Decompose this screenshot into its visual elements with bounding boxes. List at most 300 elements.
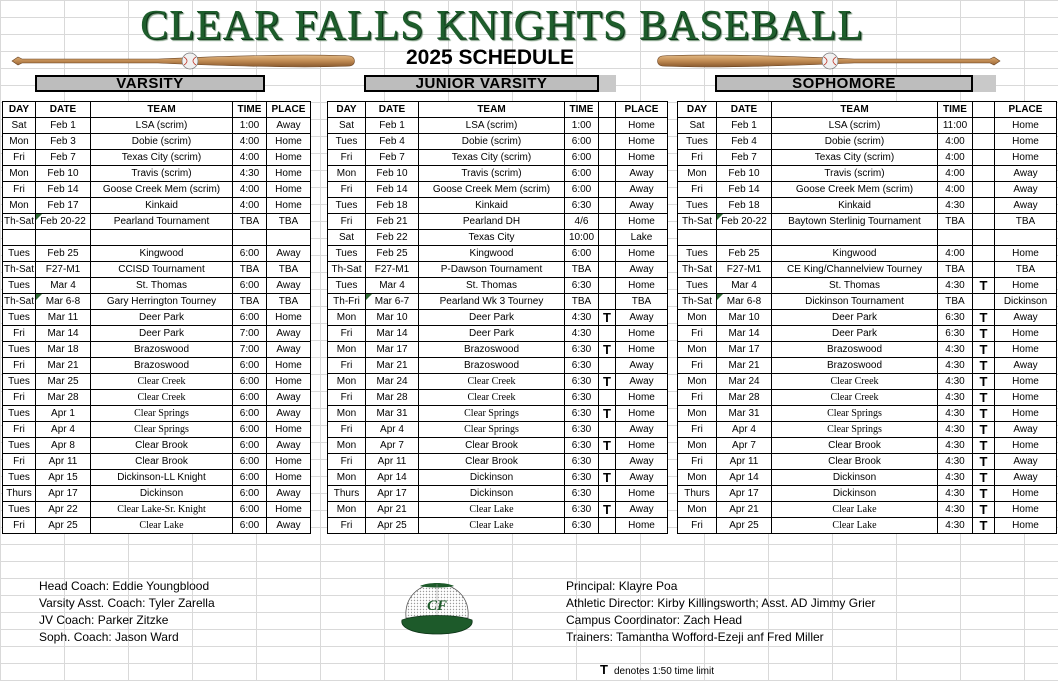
table-row [3, 518, 311, 534]
time-cell: 6:30 [938, 310, 973, 326]
soph-schedule-table [677, 101, 1057, 534]
date-cell: Feb 3 [36, 134, 91, 150]
table-row [328, 150, 668, 166]
time-cell: 4:30 [938, 342, 973, 358]
table-row [3, 246, 311, 262]
table-row [678, 470, 1057, 486]
date-cell: Apr 11 [366, 454, 419, 470]
time-cell: 6:00 [233, 374, 267, 390]
day-cell: Mon [328, 406, 366, 422]
place-cell: Away [995, 198, 1057, 214]
time-cell: 4:00 [938, 134, 973, 150]
time-limit-cell: T [599, 406, 616, 422]
day-cell: Tues [3, 406, 36, 422]
place-cell: Home [995, 390, 1057, 406]
place-cell: Home [267, 374, 311, 390]
day-cell: Fri [678, 358, 717, 374]
time-cell: 10:00 [565, 230, 599, 246]
team-cell: Kinkaid [772, 198, 938, 214]
date-cell: Apr 15 [36, 470, 91, 486]
time-limit-cell [599, 198, 616, 214]
time-limit-cell [973, 198, 995, 214]
team-cell: Deer Park [772, 326, 938, 342]
day-cell: Mon [678, 502, 717, 518]
time-limit-cell [599, 454, 616, 470]
table-row [678, 342, 1057, 358]
column-header: TIME [938, 102, 973, 118]
team-cell: Clear Lake [772, 518, 938, 534]
time-limit-cell: T [973, 310, 995, 326]
team-cell: Travis (scrim) [419, 166, 565, 182]
table-row [3, 262, 311, 278]
table-row [328, 422, 668, 438]
day-cell: Th-Sat [3, 214, 36, 230]
date-cell: Apr 11 [717, 454, 772, 470]
time-cell: 6:00 [565, 182, 599, 198]
day-cell: Mon [328, 310, 366, 326]
time-limit-cell: T [973, 278, 995, 294]
place-cell: Home [616, 486, 668, 502]
team-cell: Kingwood [419, 246, 565, 262]
team-cell: Clear Springs [91, 406, 233, 422]
place-cell: Away [995, 166, 1057, 182]
legend-text: denotes 1:50 time limit [613, 666, 715, 677]
date-cell: Apr 4 [366, 422, 419, 438]
day-cell: Fri [328, 454, 366, 470]
time-limit-cell [599, 214, 616, 230]
table-row [678, 486, 1057, 502]
day-cell: Sat [328, 230, 366, 246]
day-cell [678, 230, 717, 246]
time-cell: 4:00 [938, 182, 973, 198]
day-cell: Tues [3, 310, 36, 326]
place-cell: Away [616, 422, 668, 438]
place-cell: Away [616, 310, 668, 326]
table-row [3, 182, 311, 198]
table-row [3, 326, 311, 342]
date-cell: Mar 31 [366, 406, 419, 422]
time-limit-cell [599, 166, 616, 182]
place-cell: Away [267, 278, 311, 294]
time-cell: TBA [938, 262, 973, 278]
team-cell: Pearland Wk 3 Tourney [419, 294, 565, 310]
day-cell: Fri [3, 454, 36, 470]
date-cell: Mar 24 [366, 374, 419, 390]
time-limit-cell: T [599, 438, 616, 454]
day-cell: Tues [3, 470, 36, 486]
table-row [678, 246, 1057, 262]
table-row [678, 134, 1057, 150]
day-cell: Fri [3, 326, 36, 342]
day-cell: Fri [3, 390, 36, 406]
column-header: PLACE [267, 102, 311, 118]
date-cell: Apr 21 [366, 502, 419, 518]
place-cell: TBA [267, 294, 311, 310]
team-cell: Dobie (scrim) [419, 134, 565, 150]
table-row [678, 310, 1057, 326]
day-cell: Fri [328, 182, 366, 198]
time-cell: TBA [565, 262, 599, 278]
baseball-bat-left-icon [8, 50, 358, 72]
place-cell: Home [995, 278, 1057, 294]
place-cell: Away [995, 422, 1057, 438]
staff-line: Trainers: Tamantha Wofford-Ezeji anf Fred Miller [566, 630, 824, 644]
table-row [678, 214, 1057, 230]
day-cell: Mon [3, 166, 36, 182]
time-cell: 4:30 [938, 198, 973, 214]
table-row [3, 374, 311, 390]
date-cell: Mar 6-7 [366, 294, 419, 310]
administration-staff-list [566, 578, 875, 646]
time-limit-cell: T [973, 406, 995, 422]
table-row [3, 358, 311, 374]
date-cell: Feb 14 [717, 182, 772, 198]
jv-schedule-table [327, 101, 668, 534]
day-cell: Tues [678, 278, 717, 294]
team-cell: Kingwood [91, 246, 233, 262]
place-cell: Home [267, 310, 311, 326]
time-limit-legend [600, 662, 714, 677]
table-row [3, 278, 311, 294]
cap-logo-text: CF [426, 598, 448, 614]
time-cell: 4:30 [565, 326, 599, 342]
time-cell: 6:00 [233, 438, 267, 454]
team-cell: Dickinson [419, 470, 565, 486]
place-cell: Home [616, 342, 668, 358]
team-cell: St. Thomas [772, 278, 938, 294]
date-cell: Feb 18 [717, 198, 772, 214]
date-cell: Mar 14 [366, 326, 419, 342]
table-row [3, 470, 311, 486]
team-cell: Clear Creek [772, 390, 938, 406]
table-row [328, 470, 668, 486]
day-cell: Fri [328, 518, 366, 534]
team-cell: Clear Brook [772, 454, 938, 470]
time-cell: 6:30 [565, 358, 599, 374]
day-cell: Tues [3, 278, 36, 294]
place-cell: Home [995, 134, 1057, 150]
place-cell: Away [616, 470, 668, 486]
time-limit-cell [973, 134, 995, 150]
time-limit-cell: T [973, 358, 995, 374]
place-cell: Home [995, 246, 1057, 262]
day-cell: Fri [678, 182, 717, 198]
column-header: TEAM [419, 102, 565, 118]
table-row [678, 454, 1057, 470]
soph-header-shadow [973, 75, 996, 92]
day-cell: Mon [678, 406, 717, 422]
day-cell: Fri [678, 150, 717, 166]
table-row [678, 502, 1057, 518]
place-cell: TBA [995, 262, 1057, 278]
date-cell: Mar 6-8 [36, 294, 91, 310]
day-cell: Tues [678, 134, 717, 150]
table-row [3, 342, 311, 358]
team-cell: Goose Creek Mem (scrim) [772, 182, 938, 198]
date-cell: Feb 10 [717, 166, 772, 182]
time-limit-cell [973, 214, 995, 230]
time-limit-cell: T [599, 342, 616, 358]
team-cell: Dickinson [91, 486, 233, 502]
time-cell: 6:30 [565, 278, 599, 294]
column-header [973, 102, 995, 118]
date-cell: Mar 14 [717, 326, 772, 342]
time-limit-cell [599, 358, 616, 374]
time-limit-cell [599, 230, 616, 246]
team-cell: Texas City (scrim) [419, 150, 565, 166]
time-cell: 6:00 [233, 278, 267, 294]
date-cell: Mar 31 [717, 406, 772, 422]
time-cell: 4:30 [938, 422, 973, 438]
date-cell: Mar 21 [717, 358, 772, 374]
day-cell: Sat [678, 118, 717, 134]
team-cell: P-Dawson Tournament [419, 262, 565, 278]
team-cell: Texas City (scrim) [772, 150, 938, 166]
team-cell: Dickinson [419, 486, 565, 502]
date-cell: Mar 28 [717, 390, 772, 406]
time-limit-cell [973, 150, 995, 166]
table-row [678, 438, 1057, 454]
place-cell: Away [267, 486, 311, 502]
day-cell: Fri [3, 422, 36, 438]
team-cell: Kinkaid [419, 198, 565, 214]
soph-header: SOPHOMORE [715, 75, 973, 92]
table-row [678, 150, 1057, 166]
team-cell: LSA (scrim) [772, 118, 938, 134]
date-cell [36, 230, 91, 246]
time-cell: 4:00 [938, 166, 973, 182]
table-header-row [678, 102, 1057, 118]
column-header: DATE [36, 102, 91, 118]
date-cell: Feb 14 [366, 182, 419, 198]
time-cell: 6:30 [565, 470, 599, 486]
day-cell: Fri [678, 422, 717, 438]
team-cell: Texas City [419, 230, 565, 246]
staff-line: Athletic Director: Kirby Killingsworth; Asst. AD Jimmy Grier [566, 596, 876, 610]
table-row [678, 422, 1057, 438]
time-limit-cell: T [973, 502, 995, 518]
day-cell: Mon [3, 198, 36, 214]
place-cell: Home [267, 150, 311, 166]
team-cell: Clear Lake-Sr. Knight [91, 502, 233, 518]
table-row [328, 230, 668, 246]
table-row [3, 150, 311, 166]
table-row [328, 390, 668, 406]
date-cell: Apr 4 [36, 422, 91, 438]
time-cell: 6:00 [565, 166, 599, 182]
time-cell: 4:00 [938, 246, 973, 262]
team-cell: Texas City (scrim) [91, 150, 233, 166]
time-cell: TBA [938, 214, 973, 230]
team-cell: St. Thomas [91, 278, 233, 294]
date-cell: Apr 1 [36, 406, 91, 422]
team-cell: Clear Creek [419, 390, 565, 406]
time-limit-cell [973, 182, 995, 198]
day-cell: Tues [3, 502, 36, 518]
place-cell: Away [995, 470, 1057, 486]
staff-line: Head Coach: Eddie Youngblood [39, 579, 210, 593]
date-cell: Feb 4 [717, 134, 772, 150]
table-row [3, 294, 311, 310]
table-row [3, 390, 311, 406]
date-cell: Feb 1 [366, 118, 419, 134]
place-cell: Home [267, 470, 311, 486]
date-cell: Feb 4 [366, 134, 419, 150]
time-cell: 6:00 [233, 470, 267, 486]
coaching-staff-list [39, 578, 215, 646]
day-cell: Fri [328, 422, 366, 438]
place-cell: Away [267, 518, 311, 534]
table-row [328, 262, 668, 278]
table-row [328, 358, 668, 374]
table-row [678, 198, 1057, 214]
date-cell: Feb 25 [36, 246, 91, 262]
time-cell: 4:30 [938, 486, 973, 502]
team-cell: Travis (scrim) [772, 166, 938, 182]
team-cell: Clear Lake [419, 518, 565, 534]
team-cell: Brazoswood [419, 342, 565, 358]
day-cell: Tues [678, 198, 717, 214]
staff-line: Campus Coordinator: Zach Head [566, 613, 743, 627]
place-cell: Home [995, 150, 1057, 166]
date-cell: Mar 4 [366, 278, 419, 294]
time-cell: 4:00 [233, 150, 267, 166]
table-row [328, 438, 668, 454]
team-cell: Deer Park [91, 310, 233, 326]
table-row [3, 454, 311, 470]
place-cell: Away [267, 326, 311, 342]
day-cell: Mon [678, 374, 717, 390]
date-cell: F27-M1 [717, 262, 772, 278]
time-cell: 4:30 [938, 390, 973, 406]
place-cell: Home [995, 438, 1057, 454]
place-cell: Away [267, 342, 311, 358]
date-cell: Feb 20-22 [36, 214, 91, 230]
time-cell: TBA [233, 262, 267, 278]
time-cell: 6:00 [565, 246, 599, 262]
place-cell: Away [616, 262, 668, 278]
date-cell: Apr 25 [366, 518, 419, 534]
table-row [3, 438, 311, 454]
team-cell: Clear Creek [772, 374, 938, 390]
team-cell: Kinkaid [91, 198, 233, 214]
team-cell: Clear Springs [419, 406, 565, 422]
jv-header-shadow [599, 75, 616, 92]
time-cell: 4:00 [233, 134, 267, 150]
place-cell: Home [995, 518, 1057, 534]
place-cell: Home [995, 486, 1057, 502]
date-cell: Apr 25 [717, 518, 772, 534]
time-limit-cell [599, 278, 616, 294]
team-cell: Brazoswood [91, 358, 233, 374]
time-cell: 6:30 [565, 422, 599, 438]
day-cell: Tues [328, 134, 366, 150]
table-row [678, 118, 1057, 134]
date-cell: Mar 28 [366, 390, 419, 406]
place-cell: Home [995, 326, 1057, 342]
time-limit-cell [973, 166, 995, 182]
date-cell: Feb 7 [366, 150, 419, 166]
time-cell: 4:30 [938, 470, 973, 486]
time-limit-cell: T [973, 342, 995, 358]
date-cell: Mar 21 [36, 358, 91, 374]
team-cell: Travis (scrim) [91, 166, 233, 182]
date-cell: Apr 22 [36, 502, 91, 518]
table-row [328, 454, 668, 470]
staff-line: JV Coach: Parker Zitzke [39, 613, 169, 627]
time-cell: 4:30 [938, 454, 973, 470]
team-cell: Deer Park [419, 326, 565, 342]
time-cell: 4:30 [938, 406, 973, 422]
team-cell: Kingwood [772, 246, 938, 262]
time-cell: 6:00 [233, 422, 267, 438]
table-row [328, 486, 668, 502]
date-cell: Feb 21 [366, 214, 419, 230]
date-cell: F27-M1 [36, 262, 91, 278]
date-cell: Apr 7 [717, 438, 772, 454]
place-cell: Away [616, 166, 668, 182]
table-row [3, 486, 311, 502]
place-cell: Away [616, 198, 668, 214]
table-row [678, 374, 1057, 390]
time-cell: 4:00 [233, 182, 267, 198]
place-cell [995, 230, 1057, 246]
day-cell: Fri [678, 326, 717, 342]
time-limit-cell: T [973, 454, 995, 470]
day-cell: Mon [328, 438, 366, 454]
day-cell: Tues [3, 438, 36, 454]
day-cell: Fri [3, 182, 36, 198]
time-limit-cell [599, 486, 616, 502]
team-cell: Goose Creek Mem (scrim) [419, 182, 565, 198]
time-limit-cell [973, 294, 995, 310]
table-row [328, 374, 668, 390]
date-cell: Feb 18 [366, 198, 419, 214]
date-cell: Mar 6-8 [717, 294, 772, 310]
day-cell: Tues [3, 342, 36, 358]
day-cell: Mon [328, 342, 366, 358]
day-cell: Tues [3, 246, 36, 262]
date-cell: Apr 25 [36, 518, 91, 534]
date-cell: Mar 28 [36, 390, 91, 406]
team-cell: Deer Park [419, 310, 565, 326]
time-cell: 6:00 [233, 454, 267, 470]
place-cell: Home [616, 438, 668, 454]
place-cell: Dickinson [995, 294, 1057, 310]
date-cell: Feb 14 [36, 182, 91, 198]
time-cell: 4:30 [938, 502, 973, 518]
staff-line: Varsity Asst. Coach: Tyler Zarella [39, 596, 215, 610]
date-cell: Apr 8 [36, 438, 91, 454]
place-cell: Away [616, 502, 668, 518]
day-cell: Fri [328, 326, 366, 342]
date-cell: Mar 18 [36, 342, 91, 358]
team-cell: Clear Brook [91, 438, 233, 454]
column-header: DAY [678, 102, 717, 118]
team-cell: Goose Creek Mem (scrim) [91, 182, 233, 198]
time-cell: 6:00 [233, 390, 267, 406]
time-limit-cell [599, 118, 616, 134]
team-cell: CCISD Tournament [91, 262, 233, 278]
place-cell: Home [616, 246, 668, 262]
table-header-row [3, 102, 311, 118]
team-cell: LSA (scrim) [419, 118, 565, 134]
day-cell: Fri [678, 454, 717, 470]
time-cell: 4:30 [938, 358, 973, 374]
team-cell: Dickinson [772, 470, 938, 486]
time-cell: 6:00 [233, 486, 267, 502]
time-cell: 4:30 [233, 166, 267, 182]
